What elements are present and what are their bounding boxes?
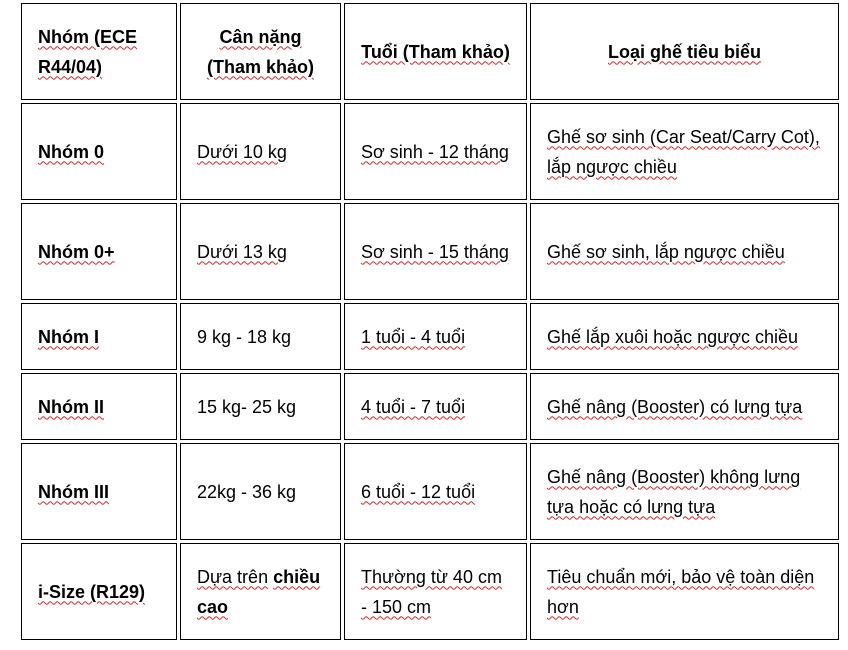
seat-type-cell: Tiêu chuẩn mới, bảo vệ toàn diện hơn (530, 543, 839, 640)
age-cell: 1 tuổi - 4 tuổi (344, 303, 527, 370)
group-cell: Nhóm III (21, 443, 177, 540)
header-seat-type: Loại ghế tiêu biểu (530, 3, 839, 100)
weight-cell: Dưới 10 kg (180, 103, 341, 200)
table-row (21, 103, 839, 200)
table-row (21, 203, 839, 300)
seat-type-cell: Ghế nâng (Booster) không lưng tựa hoặc có lưng tựa (530, 443, 839, 540)
seat-type-cell: Ghế sơ sinh (Car Seat/Carry Cot), lắp ngược chiều (530, 103, 839, 200)
weight-cell: Dựa trên chiều cao (180, 543, 341, 640)
age-cell: Sơ sinh - 15 tháng (344, 203, 527, 300)
age-cell: 6 tuổi - 12 tuổi (344, 443, 527, 540)
group-cell: Nhóm 0+ (21, 203, 177, 300)
table-row (21, 443, 839, 540)
table-row (21, 373, 839, 440)
table-row (21, 543, 839, 640)
group-cell: Nhóm 0 (21, 103, 177, 200)
age-cell: 4 tuổi - 7 tuổi (344, 373, 527, 440)
weight-cell: 9 kg - 18 kg (180, 303, 341, 370)
weight-cell: Dưới 13 kg (180, 203, 341, 300)
weight-cell: 22kg - 36 kg (180, 443, 341, 540)
header-weight: Cân nặng (Tham khảo) (180, 3, 341, 100)
seat-type-cell: Ghế sơ sinh, lắp ngược chiều (530, 203, 839, 300)
seat-type-cell: Ghế nâng (Booster) có lưng tựa (530, 373, 839, 440)
header-row (21, 3, 839, 100)
age-cell: Sơ sinh - 12 tháng (344, 103, 527, 200)
age-cell: Thường từ 40 cm - 150 cm (344, 543, 527, 640)
weight-cell: 15 kg- 25 kg (180, 373, 341, 440)
header-age: Tuổi (Tham khảo) (344, 3, 527, 100)
header-group: Nhóm (ECE R44/04) (21, 3, 177, 100)
group-cell: Nhóm II (21, 373, 177, 440)
table-row (21, 303, 839, 370)
group-cell: Nhóm I (21, 303, 177, 370)
seat-type-cell: Ghế lắp xuôi hoặc ngược chiều (530, 303, 839, 370)
car-seat-group-table (18, 0, 842, 643)
group-cell: i-Size (R129) (21, 543, 177, 640)
